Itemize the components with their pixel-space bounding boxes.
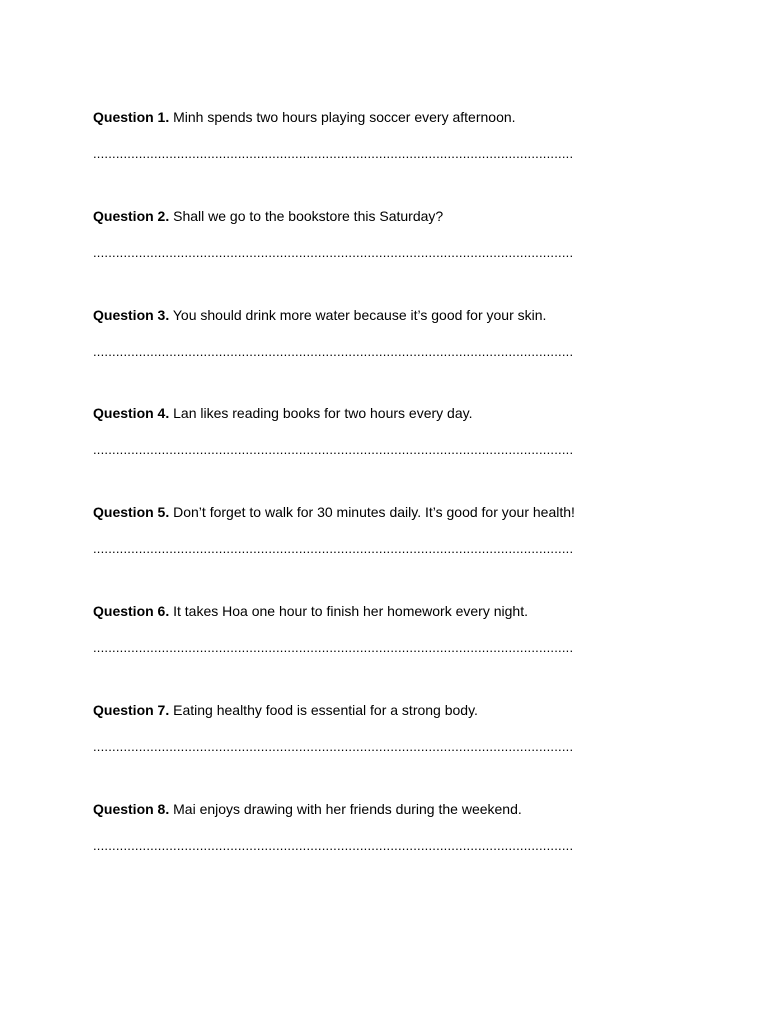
- question-prompt: [93, 306, 653, 324]
- question-3: [93, 306, 653, 405]
- answer-dotted-line[interactable]: ..............................................................................................................................: [93, 146, 574, 161]
- question-number: Question 1.: [93, 109, 170, 125]
- answer-dotted-line[interactable]: ..............................................................................................................................: [93, 738, 574, 754]
- question-prompt: [93, 503, 653, 521]
- question-prompt: [93, 404, 653, 422]
- question-text: Shall we go to the bookstore this Saturday?: [173, 207, 444, 224]
- question-number: Question 3.: [93, 306, 170, 323]
- question-number: Question 2.: [93, 207, 170, 224]
- question-prompt: [93, 800, 653, 818]
- question-text: Eating healthy food is essential for a strong body.: [173, 701, 478, 718]
- question-7: [93, 701, 653, 800]
- question-prompt: [93, 207, 653, 225]
- question-prompt: [93, 602, 653, 620]
- question-6: [93, 602, 653, 701]
- answer-dotted-line[interactable]: ..............................................................................................................................: [93, 442, 574, 458]
- worksheet: [93, 108, 653, 898]
- question-text: Don’t forget to walk for 30 minutes daily. It’s good for your health!: [173, 504, 575, 521]
- question-2: [93, 207, 653, 306]
- question-8: [93, 800, 653, 899]
- answer-dotted-line[interactable]: ..............................................................................................................................: [93, 244, 574, 260]
- question-text: You should drink more water because it’s good for your skin.: [172, 306, 547, 323]
- question-number: Question 4.: [93, 405, 170, 422]
- question-number: Question 7.: [93, 701, 170, 718]
- question-number: Question 5.: [93, 504, 170, 521]
- answer-dotted-line[interactable]: ..............................................................................................................................: [93, 837, 574, 853]
- question-text: Minh spends two hours playing soccer every afternoon.: [173, 109, 516, 125]
- question-number: Question 6.: [93, 602, 170, 619]
- answer-dotted-line[interactable]: ..............................................................................................................................: [93, 541, 574, 557]
- question-prompt: [93, 108, 653, 126]
- question-number: Question 8.: [93, 800, 170, 817]
- question-text: It takes Hoa one hour to finish her homework every night.: [173, 602, 528, 619]
- question-1: [93, 108, 653, 207]
- question-5: [93, 503, 653, 602]
- question-text: Mai enjoys drawing with her friends during the weekend.: [173, 800, 522, 817]
- question-text: Lan likes reading books for two hours every day.: [173, 405, 473, 422]
- question-prompt: [93, 701, 653, 719]
- answer-dotted-line[interactable]: ..............................................................................................................................: [93, 639, 574, 655]
- answer-dotted-line[interactable]: ..............................................................................................................................: [93, 343, 574, 359]
- question-4: [93, 404, 653, 503]
